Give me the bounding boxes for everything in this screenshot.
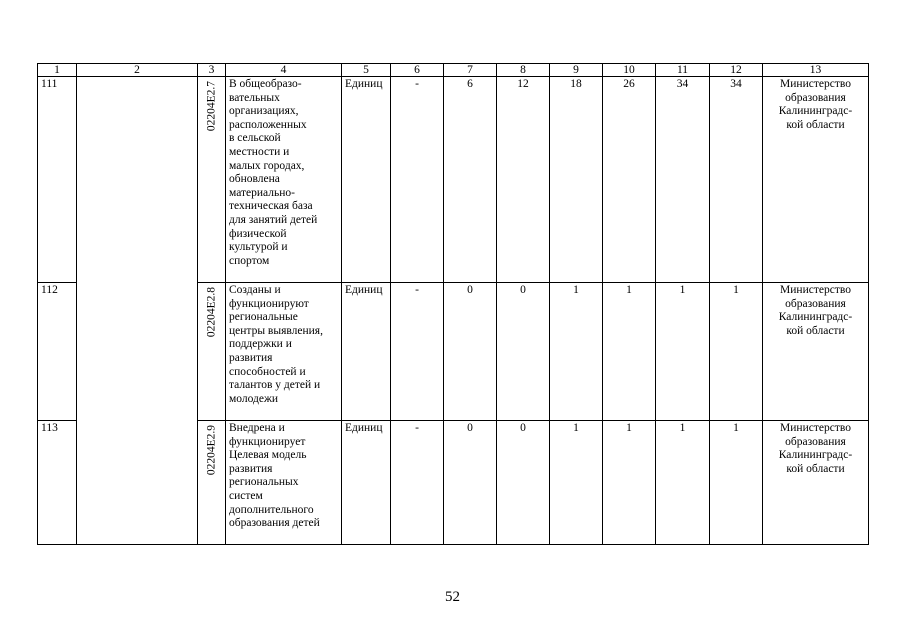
row-value-8: 12 — [497, 77, 550, 283]
header-cell-9: 9 — [550, 64, 603, 77]
row-value-9: 18 — [550, 77, 603, 283]
header-cell-13: 13 — [763, 64, 869, 77]
row-unit: Единиц — [342, 283, 391, 421]
row-code: 02204Е2.8 — [198, 283, 226, 421]
merged-empty-cell — [77, 77, 198, 545]
table-row — [38, 77, 869, 283]
header-cell-10: 10 — [603, 64, 656, 77]
row-description: Созданы и функционируют региональные центры выявления, поддержки и развития способностей и талантов у детей и молодежи — [226, 283, 342, 421]
row-value-9: 1 — [550, 283, 603, 421]
row-description: В общеобразо- вательных организациях, расположенных в сельской местности и малых городах, обновлена материально- техническая база для занятий детей физической культурой и спортом — [226, 77, 342, 283]
row-description: Внедрена и функционирует Целевая модель развития региональных систем дополнительного образования детей — [226, 421, 342, 545]
header-cell-5: 5 — [342, 64, 391, 77]
row-value-11: 1 — [656, 421, 710, 545]
row-code: 02204Е2.9 — [198, 421, 226, 545]
row-number: 111 — [38, 77, 77, 283]
header-cell-6: 6 — [391, 64, 444, 77]
row-value-11: 34 — [656, 77, 710, 283]
header-cell-3: 3 — [198, 64, 226, 77]
row-code: 02204Е2.7 — [198, 77, 226, 283]
row-number: 112 — [38, 283, 77, 421]
row-value-6: - — [391, 421, 444, 545]
row-value-10: 1 — [603, 283, 656, 421]
row-value-8: 0 — [497, 283, 550, 421]
row-value-10: 26 — [603, 77, 656, 283]
document-table — [37, 63, 869, 545]
header-cell-4: 4 — [226, 64, 342, 77]
row-value-12: 34 — [710, 77, 763, 283]
row-unit: Единиц — [342, 77, 391, 283]
row-value-7: 0 — [444, 421, 497, 545]
page-number: 52 — [445, 589, 460, 605]
row-ministry: Министерство образования Калининградс- кой области — [763, 77, 869, 283]
row-value-11: 1 — [656, 283, 710, 421]
row-value-10: 1 — [603, 421, 656, 545]
row-value-12: 1 — [710, 283, 763, 421]
header-cell-11: 11 — [656, 64, 710, 77]
row-number: 113 — [38, 421, 77, 545]
row-value-7: 6 — [444, 77, 497, 283]
row-value-8: 0 — [497, 421, 550, 545]
row-ministry: Министерство образования Калининградс- кой области — [763, 421, 869, 545]
header-row — [38, 64, 869, 77]
header-cell-12: 12 — [710, 64, 763, 77]
header-cell-1: 1 — [38, 64, 77, 77]
header-cell-8: 8 — [497, 64, 550, 77]
header-cell-7: 7 — [444, 64, 497, 77]
row-value-7: 0 — [444, 283, 497, 421]
row-value-12: 1 — [710, 421, 763, 545]
header-cell-2: 2 — [77, 64, 198, 77]
row-value-6: - — [391, 283, 444, 421]
row-value-9: 1 — [550, 421, 603, 545]
row-value-6: - — [391, 77, 444, 283]
row-unit: Единиц — [342, 421, 391, 545]
row-ministry: Министерство образования Калининградс- кой области — [763, 283, 869, 421]
